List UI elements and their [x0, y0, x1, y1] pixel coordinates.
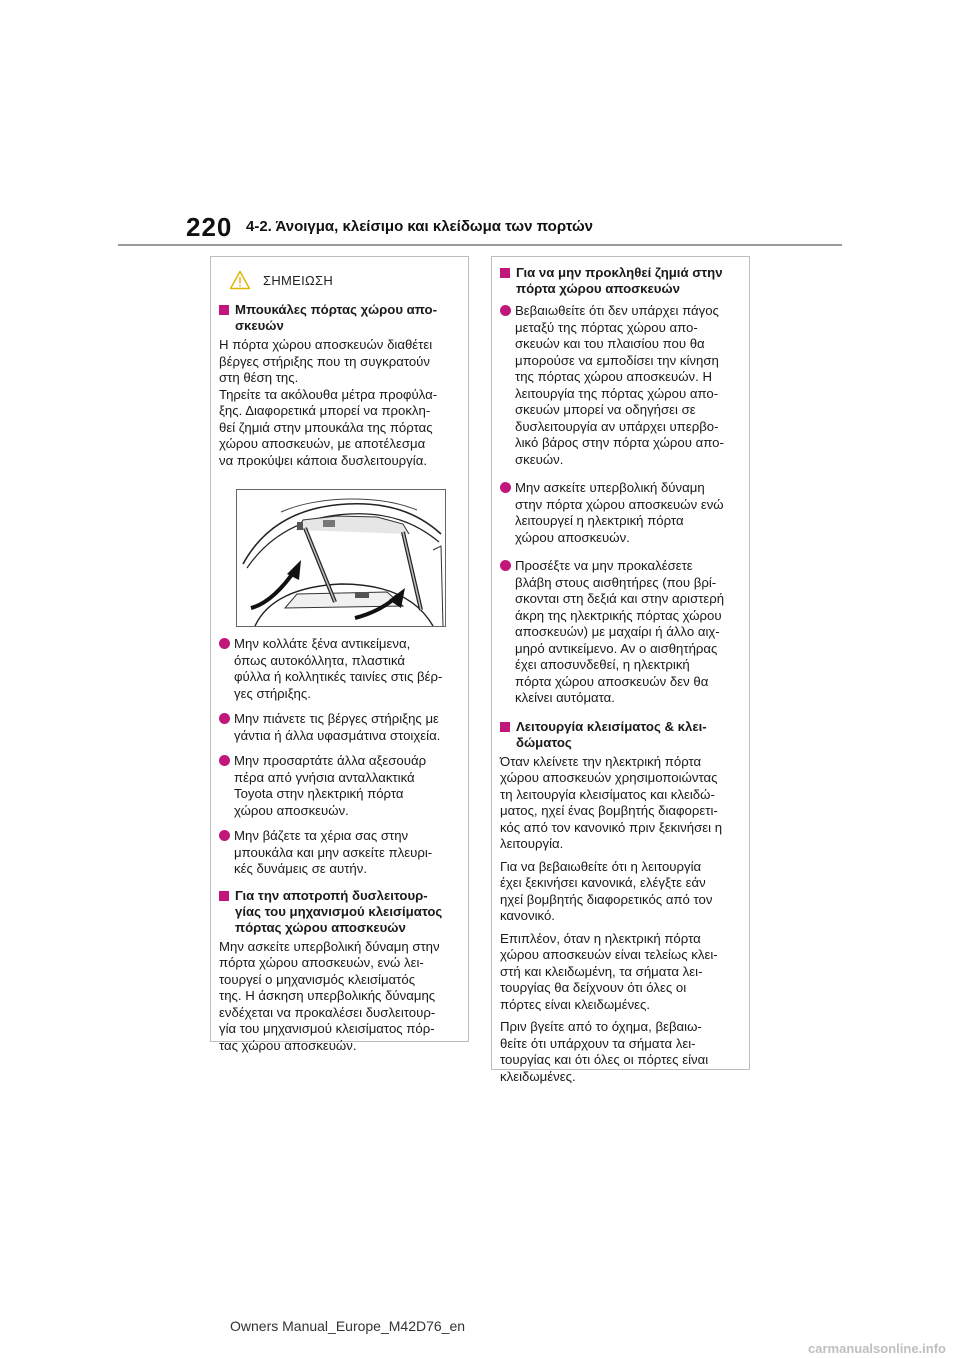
- round-bullet-icon: [219, 713, 230, 724]
- bullet-item: Βεβαιωθείτε ότι δεν υπάρχει πάγος μεταξύ της πόρτας χώρου απο- σκευών και του πλαισίου που θα μπορούσε να εμποδίσει την κίνηση της πόρτας χώρου αποσκευών. Η λειτουργία της πόρτας χώρου απο- σκευών μπορεί να οδηγήσει σε δυσλειτουργία αν υπάρχει υπερβο- λικό βάρος στην πόρτα χώρου απο- σκευών.: [500, 303, 741, 468]
- chapter-title: 4-2. Άνοιγμα, κλείσιμο και κλείδωμα των πορτών: [246, 218, 593, 235]
- bullet-item: Μην πιάνετε τις βέργες στήριξης με γάντια ή άλλα υφασμάτινα στοιχεία.: [219, 711, 460, 744]
- round-bullet-icon: [500, 305, 511, 316]
- page-header: [0, 0, 960, 250]
- bullet-item: Μην προσαρτάτε άλλα αξεσουάρ πέρα από γνήσια ανταλλακτικά Toyota στην ηλεκτρική πόρτα χώρου αποσκευών.: [219, 753, 460, 819]
- section-title-prevent-damage: Για να μην προκληθεί ζημιά στην πόρτα χώρου αποσκευών: [500, 265, 741, 297]
- notice-box-right: [491, 256, 750, 1084]
- warning-triangle-icon: [229, 270, 251, 290]
- bullet-item: Μην βάζετε τα χέρια σας στην μπουκάλα και μην ασκείτε πλευρι- κές δυνάμεις σε αυτήν.: [219, 828, 460, 878]
- notice-box-left: [210, 256, 469, 1053]
- square-bullet-icon: [219, 305, 229, 315]
- header-rule: [118, 244, 842, 246]
- square-bullet-icon: [500, 268, 510, 278]
- section-paragraph: Η πόρτα χώρου αποσκευών διαθέτει βέργες στήριξης που τη συγκρατούν στη θέση της. Τηρείτε τα ακόλουθα μέτρα προφύλα- ξης. Διαφορετικά μπορεί να προκλη- θεί ζημιά στην μπουκάλα της πόρτας χώρου αποσκευών, με αποτέλεσμα να προκύψει κάποια δυσλειτουργία.: [219, 337, 438, 468]
- round-bullet-icon: [500, 560, 511, 571]
- notice-heading: [229, 265, 460, 295]
- bullet-item: Μην ασκείτε υπερβολική δύναμη στην πόρτα χώρου αποσκευών ενώ λειτουργεί η ηλεκτρική πόρτα χώρου αποσκευών.: [500, 480, 741, 546]
- bullet-item: Προσέξτε να μην προκαλέσετε βλάβη στους αισθητήρες (που βρί- σκονται στη δεξιά και στην αριστερή άκρη της ηλεκτρικής πόρτας χώρου αποσκευών) με μαχαίρι ή άλλο αιχ- μηρό αντικείμενο. Αν ο αισθητήρας έχει αποσυνδεθεί, η ηλεκτρική πόρτα χώρου αποσκευών δεν θα κλείνει αυτόματα.: [500, 558, 741, 707]
- section-paragraph: Μην ασκείτε υπερβολική δύναμη στην πόρτα χώρου αποσκευών, ενώ λει- τουργεί ο μηχανισμός κλεισίματός της. Η άσκηση υπερβολικής δύναμης ενδέχεται να προκαλέσει δυσλειτουρ- γία του μηχανισμού κλεισίματος πόρ- τας χώρου αποσκευών.: [219, 938, 440, 1053]
- square-bullet-icon: [219, 891, 229, 901]
- tailgate-strut-illustration: [236, 489, 446, 627]
- section-title-trunk-struts: Μπουκάλες πόρτας χώρου απο- σκευών: [219, 302, 460, 334]
- footer-manual-id: Owners Manual_Europe_M42D76_en: [230, 1318, 466, 1334]
- round-bullet-icon: [219, 830, 230, 841]
- section-title-close-and-lock: Λειτουργία κλεισίματος & κλει- δώματος: [500, 719, 741, 751]
- round-bullet-icon: [219, 755, 230, 766]
- square-bullet-icon: [500, 722, 510, 732]
- page-number: 220: [186, 212, 233, 242]
- notice-label: ΣΗΜΕΙΩΣΗ: [263, 272, 334, 288]
- section-paragraph: Όταν κλείνετε την ηλεκτρική πόρτα χώρου αποσκευών χρησιμοποιώντας τη λειτουργία κλεισίματος και κλειδώ- ματος, ηχεί ένας βομβητής διαφορετι- κός από τον κανονικό πριν ξεκινήσει η λειτουργία.: [500, 753, 723, 851]
- round-bullet-icon: [500, 482, 511, 493]
- round-bullet-icon: [219, 638, 230, 649]
- section-paragraph: Επιπλέον, όταν η ηλεκτρική πόρτα χώρου αποσκευών είναι τελείως κλει- στή και κλειδωμένη, τα σήματα λει- τουργίας θα δείχνουν ότι όλες οι πόρτες είναι κλειδωμένες.: [500, 930, 718, 1012]
- section-paragraph: Πριν βγείτε από το όχημα, βεβαιω- θείτε ότι υπάρχουν τα σήματα λει- τουργίας και ότι όλες οι πόρτες είναι κλειδωμένες.: [500, 1019, 709, 1084]
- section-title-closer-malfunction: Για την αποτροπή δυσλειτουρ- γίας του μηχανισμού κλεισίματος πόρτας χώρου αποσκευών: [219, 888, 460, 936]
- section-paragraph: Για να βεβαιωθείτε ότι η λειτουργία έχει ξεκινήσει κανονικά, ελέγξτε εάν ηχεί βομβητής διαφορετικός από τον κανονικό.: [500, 858, 713, 923]
- watermark: carmanualsonline.info: [808, 1341, 946, 1356]
- bullet-item: Μην κολλάτε ξένα αντικείμενα, όπως αυτοκόλλητα, πλαστικά φύλλα ή κολλητικές ταινίες στις βέρ- γες στήριξης.: [219, 636, 460, 702]
